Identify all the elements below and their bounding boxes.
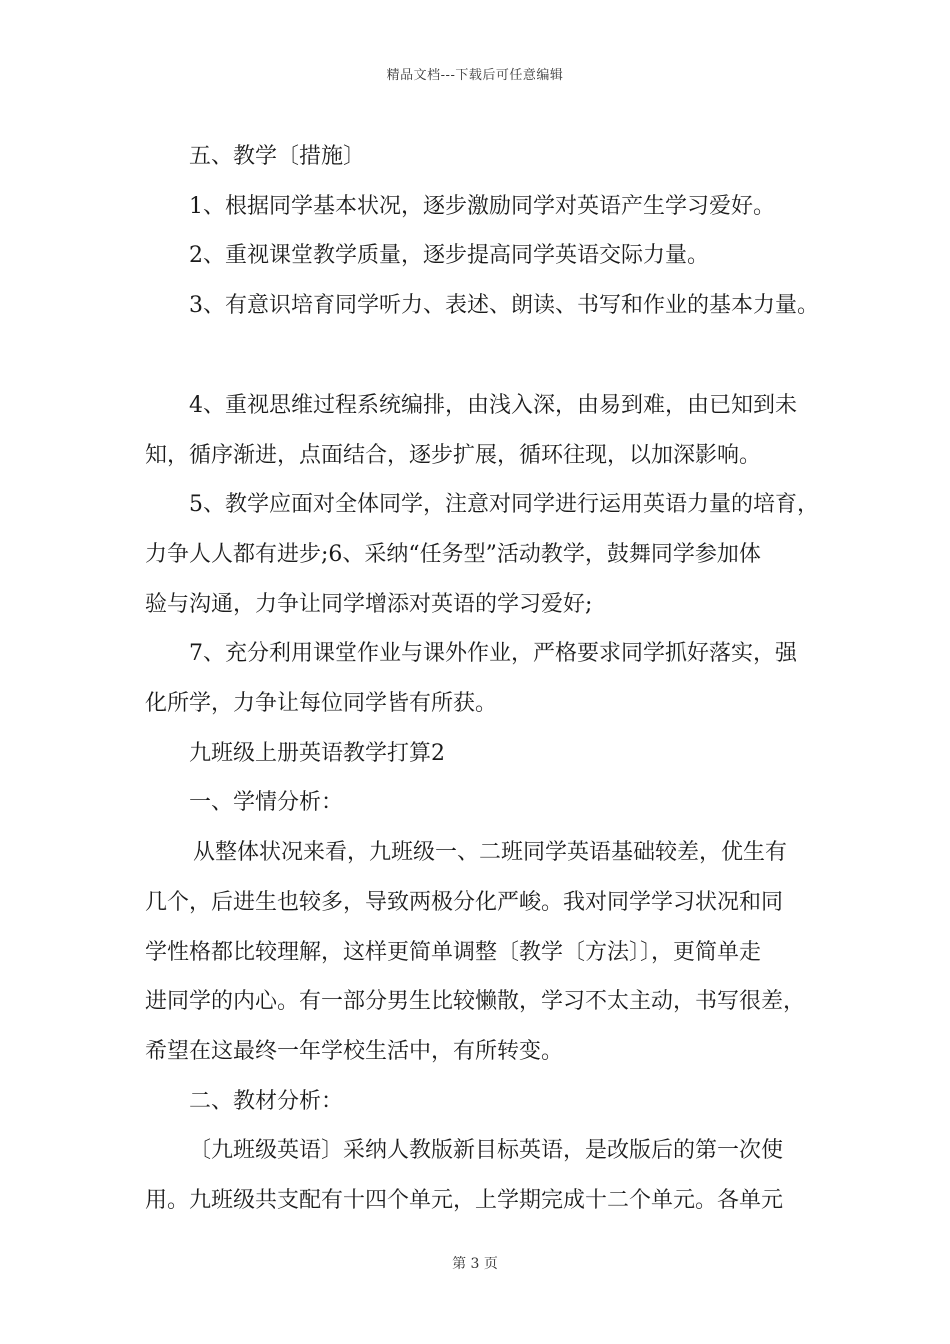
paragraph-item-5-line-3: 验与沟通，力争让同学增添对英语的学习爱好; xyxy=(145,591,593,617)
student-analysis-line-3: 学性格都比较理解，这样更简单调整〔教学〔方法〕〕，更简单走 xyxy=(145,939,762,965)
textbook-analysis-line-1: 〔九班级英语〕采纳人教版新目标英语，是改版后的第一次使 xyxy=(189,1138,784,1164)
page-number: 第 3 页 xyxy=(452,1256,498,1272)
page-header: 精品文档---下载后可任意编辑 xyxy=(386,68,564,83)
paragraph-item-4-line-1: 4、重视思维过程系统编排，由浅入深，由易到难，由已知到未 xyxy=(189,392,797,418)
paragraph-item-5-line-1: 5、教学应面对全体同学，注意对同学进行运用英语力量的培育， xyxy=(189,492,819,518)
textbook-analysis-line-2: 用。九班级共支配有十四个单元，上学期完成十二个单元。各单元 xyxy=(145,1188,784,1214)
paragraph-item-4-line-2: 知，循序渐进，点面结合，逐步扩展，循环往现，以加深影响。 xyxy=(145,442,762,468)
blank-line xyxy=(145,331,810,381)
document-body xyxy=(145,132,819,1226)
student-analysis-line-2: 几个，后进生也较多，导致两极分化严峻。我对同学学习状况和同 xyxy=(145,889,784,915)
paragraph-item-3: 3、有意识培育同学听力、表述、朗读、书写和作业的基本力量。 xyxy=(189,293,819,319)
paragraph-item-5-line-2: 力争人人都有进步;6、采纳“任务型”活动教学，鼓舞同学参加体 xyxy=(145,541,761,567)
paragraph-item-2: 2、重视课堂教学质量，逐步提高同学英语交际力量。 xyxy=(189,243,709,269)
paragraph-item-7-line-1: 7、充分利用课堂作业与课外作业，严格要求同学抓好落实，强 xyxy=(189,641,797,667)
section-heading-student-analysis: 一、学情分析： xyxy=(189,790,344,816)
section-heading-measures: 五、教学〔措施〕 xyxy=(189,144,366,169)
student-analysis-line-5: 希望在这最终一年学校生活中，有所转变。 xyxy=(145,1038,564,1064)
student-analysis-line-1: 从整体状况来看，九班级一、二班同学英语基础较差，优生有 xyxy=(193,840,788,866)
section-heading-textbook-analysis: 二、教材分析： xyxy=(189,1088,344,1114)
student-analysis-line-4: 进同学的内心。有一部分男生比较懒散，学习不太主动，书写很差， xyxy=(145,989,806,1015)
paragraph-item-1: 1、根据同学基本状况，逐步激励同学对英语产生学习爱好。 xyxy=(189,193,775,219)
document-subtitle: 九班级上册英语教学打算2 xyxy=(189,740,445,766)
paragraph-item-7-line-2: 化所学，力争让每位同学皆有所获。 xyxy=(145,691,498,717)
